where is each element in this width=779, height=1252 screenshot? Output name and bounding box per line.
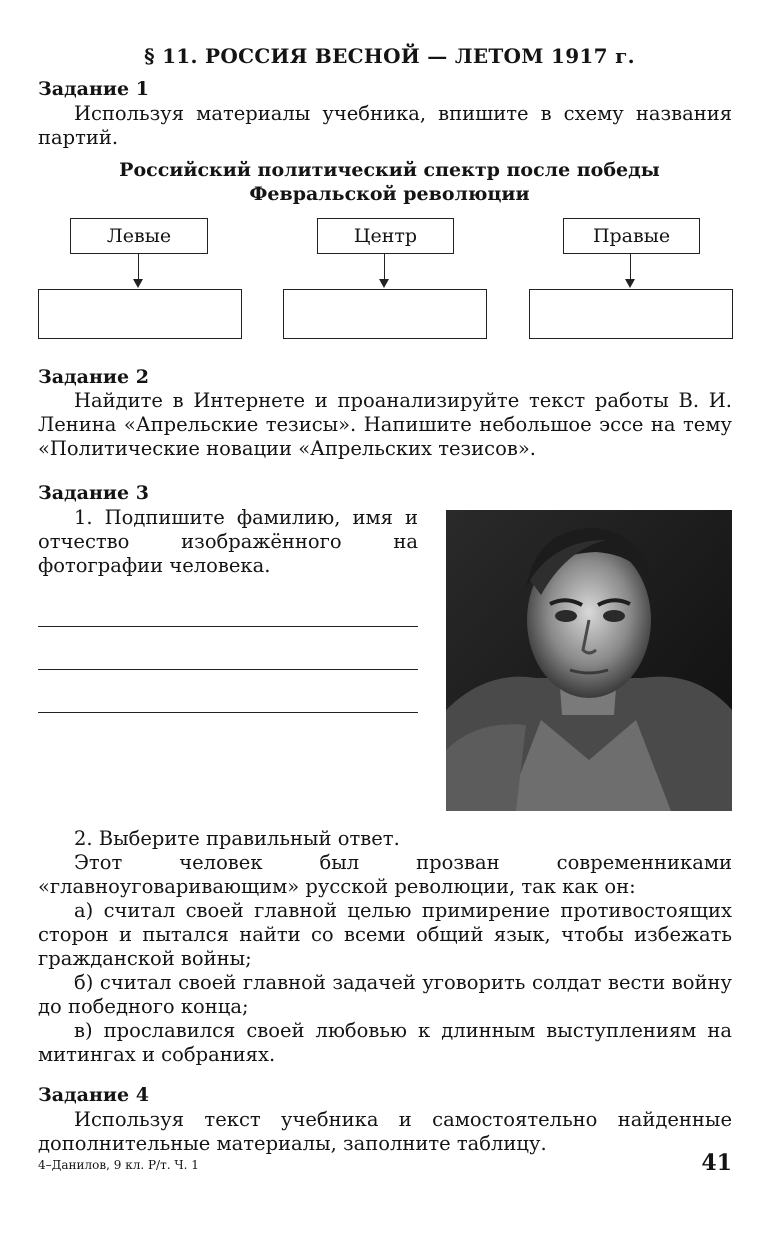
arrow-right: [630, 253, 631, 279]
task2-text: Найдите в Интернете и проанализируйте текст работы В. И. Ленина «Апрельские тезисы». Напишите небольшое эссе на тему «Политические новации «Апрельских тезисов».: [38, 389, 732, 460]
answer-line-3[interactable]: [38, 712, 418, 713]
page-title: § 11. РОССИЯ ВЕСНОЙ — ЛЕТОМ 1917 г.: [144, 44, 635, 68]
task3-question: Этот человек был прозван современниками «главноуговаривающим» русской революции, так как он:: [38, 851, 732, 898]
option-b[interactable]: б) считал своей главной задачей уговорить солдат вести войну до победного конца;: [38, 971, 732, 1018]
box-center-label: Центр: [317, 218, 454, 254]
task1-heading: Задание 1: [38, 78, 149, 100]
box-right-label: Правые: [563, 218, 700, 254]
answer-line-2[interactable]: [38, 669, 418, 670]
box-right-answer[interactable]: [529, 289, 733, 339]
box-left-label: Левые: [70, 218, 208, 254]
arrow-left: [138, 253, 139, 279]
box-left-answer[interactable]: [38, 289, 242, 339]
task1-text: Используя материалы учебника, впишите в схему названия партий.: [38, 102, 732, 149]
task4-text: Используя текст учебника и самостоятельно найденные дополнительные материалы, заполните таблицу.: [38, 1108, 732, 1155]
option-a[interactable]: а) считал своей главной целью примирение противостоящих сторон и пытался найти со всеми общий язык, чтобы избежать гражданской войны;: [38, 899, 732, 970]
scheme-title-line2: Февральской революции: [249, 183, 530, 205]
arrow-right-head: [625, 279, 635, 288]
answer-line-1[interactable]: [38, 626, 418, 627]
task3-heading: Задание 3: [38, 482, 149, 504]
option-c[interactable]: в) прославился своей любовью к длинным выступлениям на митингах и собраниях.: [38, 1019, 732, 1066]
arrow-center: [384, 253, 385, 279]
portrait-photo: [446, 510, 732, 811]
page-number: 41: [701, 1150, 732, 1176]
task4-heading: Задание 4: [38, 1084, 149, 1106]
scheme-title-line1: Российский политический спектр после победы: [119, 159, 660, 181]
task3-part1-text: 1. Подпишите фамилию, имя и отчество изображённого на фотографии человека.: [38, 506, 418, 577]
scheme-title: [0, 158, 779, 206]
arrow-left-head: [133, 279, 143, 288]
task2-heading: Задание 2: [38, 366, 149, 388]
arrow-center-head: [379, 279, 389, 288]
task3-part2-heading: 2. Выберите правильный ответ.: [74, 827, 400, 850]
footer-signature: 4–Данилов, 9 кл. Р/т. Ч. 1: [38, 1158, 199, 1172]
box-center-answer[interactable]: [283, 289, 487, 339]
